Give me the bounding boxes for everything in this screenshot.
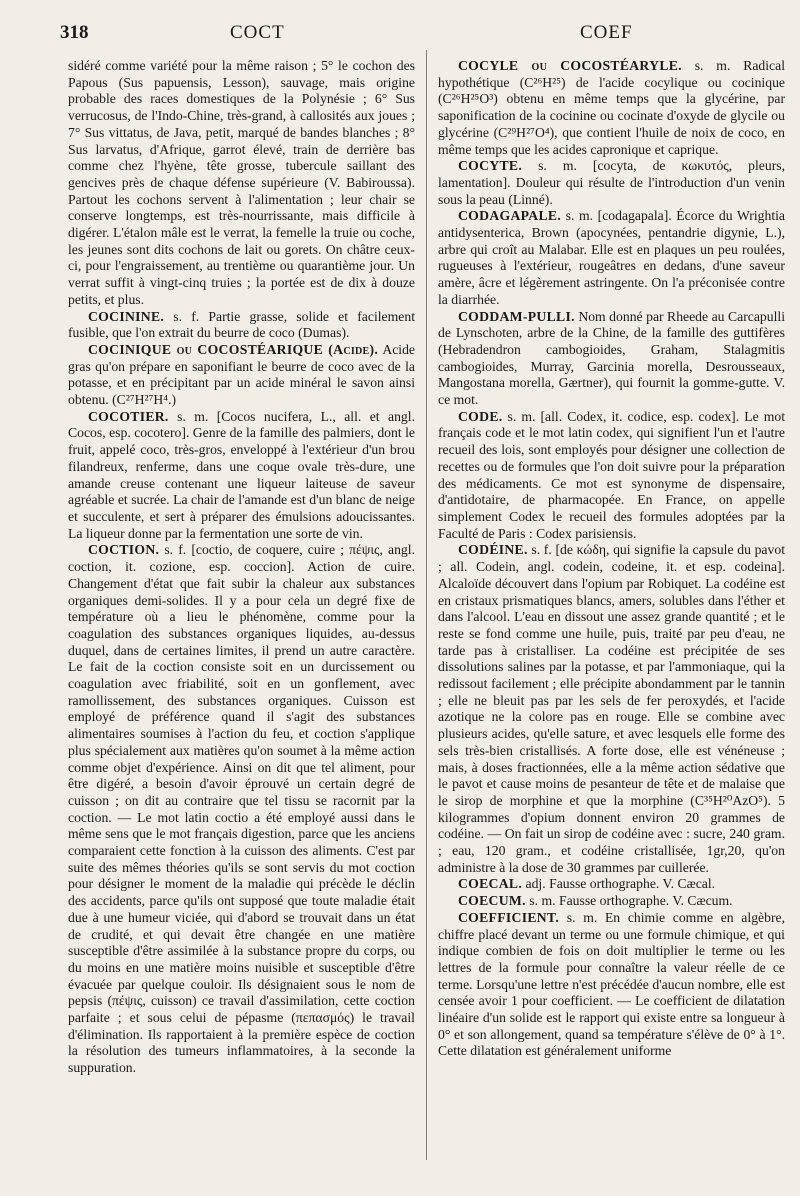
entry-headword: CODAGAPALE. (458, 208, 562, 224)
entry-text: Nom donné par Rheede au Carcapulli de Lynschoten, arbre de la Chine, de la famille des guttifères (Hebradendron cambogioides, Graham, Stalagmitis cambogioides, Murray, Garcinia morella, Desrousseaux, Mangostana morella, Gærtner), qui fournit la gomme-gutte. V. ce mot. (438, 308, 785, 408)
entry-text: s. f. [de κώδη, qui signifie la capsule du pavot ; all. Codein, angl. codein, codeine, it. et esp. codeina]. Alcaloïde découvert dans l'opium par Robiquet. La codéine est en cristaux prismatiques blancs, amers, solubles dans l'éther et dans l'alcool. L'eau en dissout une assez grande quantité ; et le reste se fond comme une huile, puis, traité par peu d'eau, ne tarde pas à cristalliser. La codéine est précipitée de ses dissolutions salines par la potasse, et par l'ammoniaque, qui la redissout facilement ; elle précipite abondamment par le tannin ; elle ne bleuit pas par les sels de fer peroxydés, et l'acide azotique ne la colore pas en rouge. Elle se combine avec plusieurs acides, qu'elle sature, et avec lesquels elle forme des sels très-bien cristallisés. A forte dose, elle est vénéneuse ; mais, à doses fractionnées, elle a la même action sédative que le pavot et cause moins de pesanteur de tête et de malaise que le sirop de morphine et que la morphine (C³⁵H²⁰AzO⁵). 5 kilogrammes d'opium donnent environ 20 grammes de codéine. — On fait un sirop de codéine avec : sucre, 240 gram. ; eau, 120 gram., et codéine cristallisée, 1gr,20, qu'on administre à la dose de 30 grammes par cuillerée. (438, 542, 785, 875)
running-head-right: COEF (580, 22, 633, 43)
entry-text: s. f. [coctio, de coquere, cuire ; πέψις, angl. coction, it. cozione, esp. coccion]. Action de cuire. Changement d'état que fait subir la chaleur aux substances organiques demi-solides. Il y a pour cela un degré fixe de température où a lieu le phénomène, comme pour la coagulation des substances organiques liquides, au-dessus duquel, dans de certaines limites, il prend un autre caractère. Le fait de la coction consiste soit en un durcissement ou coagulation avec friabilité, soit en un gonflement, avec ramollissement, des substances organiques. Cuisson est employé de préférence quand il s'agit des substances alimentaires soumises à l'action du feu, et coction s'applique plus spécialement aux matières qu'on soumet à la même action comme objet d'expérience. Ainsi on dit que tel aliment, pour être digéré, a besoin d'avoir éprouvé un certain degré de cuisson ; on dit au contraire que tel tissu se racornit par la coction. — Le mot latin coctio a été employé aussi dans le même sens que le mot français digestion, parce que les anciens comparaient cette fonction à la cuisson des aliments. C'est par suite des mêmes théories qu'ils se sont servis du mot coction pour désigner le moment de la maladie qui précède le déclin des accidents, parce qu'ils ont supposé que toute maladie était due à une humeur viciée, qui d'abord se trouvait dans un état de crudité, et qui devait être changée en une matière susceptible d'être assimilée à la substance propre du corps, ou du moins en une matière moins nuisible et susceptible d'être évacuée par quelque couloir. Ils désignaient sous le nom de pepsis (πέψις, cuisson) ce travail d'assimilation, cette coction parfaite ; et sous celui de pépasme (πεπασμός) le travail d'élimination. Ils rapportaient à la première espèce de coction la résolution des tumeurs inflammatoires, à la seconde la suppuration. (68, 542, 415, 1076)
entry-coefficient (438, 910, 785, 1060)
entry-coddam-pulli (438, 309, 785, 409)
entry-cocotier (68, 409, 415, 543)
entry-text: Acide gras qu'on prépare en saponifiant le beurre de coco avec de la potasse, et en précipitant par un acide minéral le savon ainsi obtenu. (C²⁷H²⁷H⁴.) (68, 341, 415, 408)
entry-headword: COEFFICIENT. (458, 909, 560, 925)
entry-text: s. m. [codagapala]. Écorce du Wrightia antidysenterica, Brown (apocynées, pentandrie digynie, L.), arbre qui croît au Malabar. Elle est en plaques un peu roulées, rugueuses à l'extérieur, rougeâtres en dedans, d'une saveur amère, âcre et légèrement astringente. On l'a préconisée contre la diarrhée. (438, 208, 785, 307)
right-column (438, 58, 785, 1168)
entry-coecum (438, 893, 785, 910)
entry-codeine (438, 542, 785, 876)
entry-cocyle (438, 58, 785, 158)
entry-headword: CODÉINE. (458, 542, 528, 558)
entry-headword: CODE. (458, 408, 503, 424)
entry-text: s. m. [cocyta, de κωκυτός, pleurs, lamentation]. Douleur qui résulte de l'introduction d'un venin sous la peau (Linné). (438, 158, 785, 207)
left-column (68, 58, 415, 1168)
entry-text: sidéré comme variété pour la même raison ; 5° le cochon des Papous (Sus papuensis, Lesson), sauvage, mais origine probable des races domestiques de la Polynésie ; 6° Sus verrucosus, de l'Indo-Chine, très-grand, à callosités aux joues ; 7° Sus vittatus, de Java, petit, marqué de bandes blanches ; 8° Sus larvatus, d'Afrique, garrot élevé, train de derrière bas comme chez l'hyène, tête grosse, tubercule saillant des gencives près de chaque défense supérieure (V. Babiroussa). Partout les cochons servent à l'alimentation ; leur chair se conserve longtemps, est très-nourrissante, mais difficile à digérer. L'étalon mâle est le verrat, la femelle la truie ou coche, les jeunes sont dits cochons de lait ou gorets. On châtre ceux-ci, pour l'engraissement, au trentième ou quarantième jour. Un verrat suffit à vingt-cinq truies ; la portée est de dix à douze petits, et plus. (68, 58, 415, 307)
entry-coecal (438, 876, 785, 893)
page-number: 318 (60, 22, 89, 43)
page-header (60, 22, 760, 52)
entry-headword: COCOTIER. (88, 408, 169, 424)
entry-headword: COCINIQUE ou COCOSTÉARIQUE (Acide). (88, 341, 379, 357)
entry-codagapale (438, 208, 785, 308)
text-columns (68, 58, 790, 1178)
entry-text: s. m. [Cocos nucifera, L., all. et angl. Cocos, esp. cocotero]. Genre de la famille des palmiers, dont le fruit, appelé coco, très-gros, enveloppé à l'extérieur d'un brou filandreux, renferme, dans une coque ovale très-dure, une amande creuse contenant une liqueur laiteuse de saveur agréable et sucrée. La chair de l'amande est d'un blanc de neige et succulente, et sert à préparer des émulsions adoucissantes. La liqueur donne par la fermentation une sorte de vin. (68, 408, 415, 541)
entry-headword: COCININE. (88, 308, 165, 324)
running-head-left: COCT (230, 22, 285, 43)
entry-text: s. m. [all. Codex, it. codice, esp. codex]. Le mot français code et le mot latin codex, qui signifient l'un et l'autre recueil des lois, sont employés pour désigner une collection de recettes ou de formules que l'on doit suivre pour la préparation des médicaments. Ce mot est synonyme de dispensaire, d'antidotaire, de pharmacopée. En France, on appelle simplement Codex le recueil des formules adoptées par la Faculté de Paris : Codex parisiensis. (438, 408, 785, 541)
entry-cocyte (438, 158, 785, 208)
entry-headword: COECUM. (458, 893, 526, 909)
entry-text: s. m. En chimie comme en algèbre, chiffre placé devant un terme ou une formule chimique, et qui indique combien de fois on doit multiplier le terme ou les lettres de la formule pour connaître la valeur réelle de ce terme. Lorsqu'une lettre n'est précédée d'aucun nombre, elle est censée avoir 1 pour coefficient. — Le coefficient de dilatation linéaire d'un solide est le rapport qui existe entre sa longueur à 0° et son allongement, quand sa température s'élève de 0° à 1°. Cette dilatation est généralement uniforme (438, 909, 785, 1059)
entry-continuation (68, 58, 415, 309)
entry-text: adj. Fausse orthographe. V. Cæcal. (525, 876, 716, 892)
entry-text: s. m. Fausse orthographe. V. Cæcum. (529, 893, 733, 909)
entry-cocinine (68, 309, 415, 342)
entry-code (438, 409, 785, 543)
entry-headword: COCYLE ou COCOSTÉARYLE. (458, 58, 682, 73)
entry-headword: COCYTE. (458, 158, 523, 174)
entry-text: s. f. Partie grasse, solide et facilement fusible, que l'on extrait du beurre de coco (Dumas). (68, 308, 415, 341)
entry-cocinique (68, 342, 415, 409)
entry-headword: COCTION. (88, 542, 160, 558)
entry-headword: CODDAM-PULLI. (458, 308, 575, 324)
entry-headword: COECAL. (458, 876, 523, 892)
entry-text: s. m. Radical hypothétique (C²⁶H²⁵) de l'acide cocylique ou cocinique (C²⁶H²⁵O³) obtenu en même temps que la glycérine, par saponification de la cocinine ou cocinate d'oxyde de glycile ou glycérine (C²⁹H²⁷O⁴), que contient l'huile de noix de coco, en même temps que les acides capronique et caprique. (438, 58, 785, 157)
entry-coction (68, 542, 415, 1077)
